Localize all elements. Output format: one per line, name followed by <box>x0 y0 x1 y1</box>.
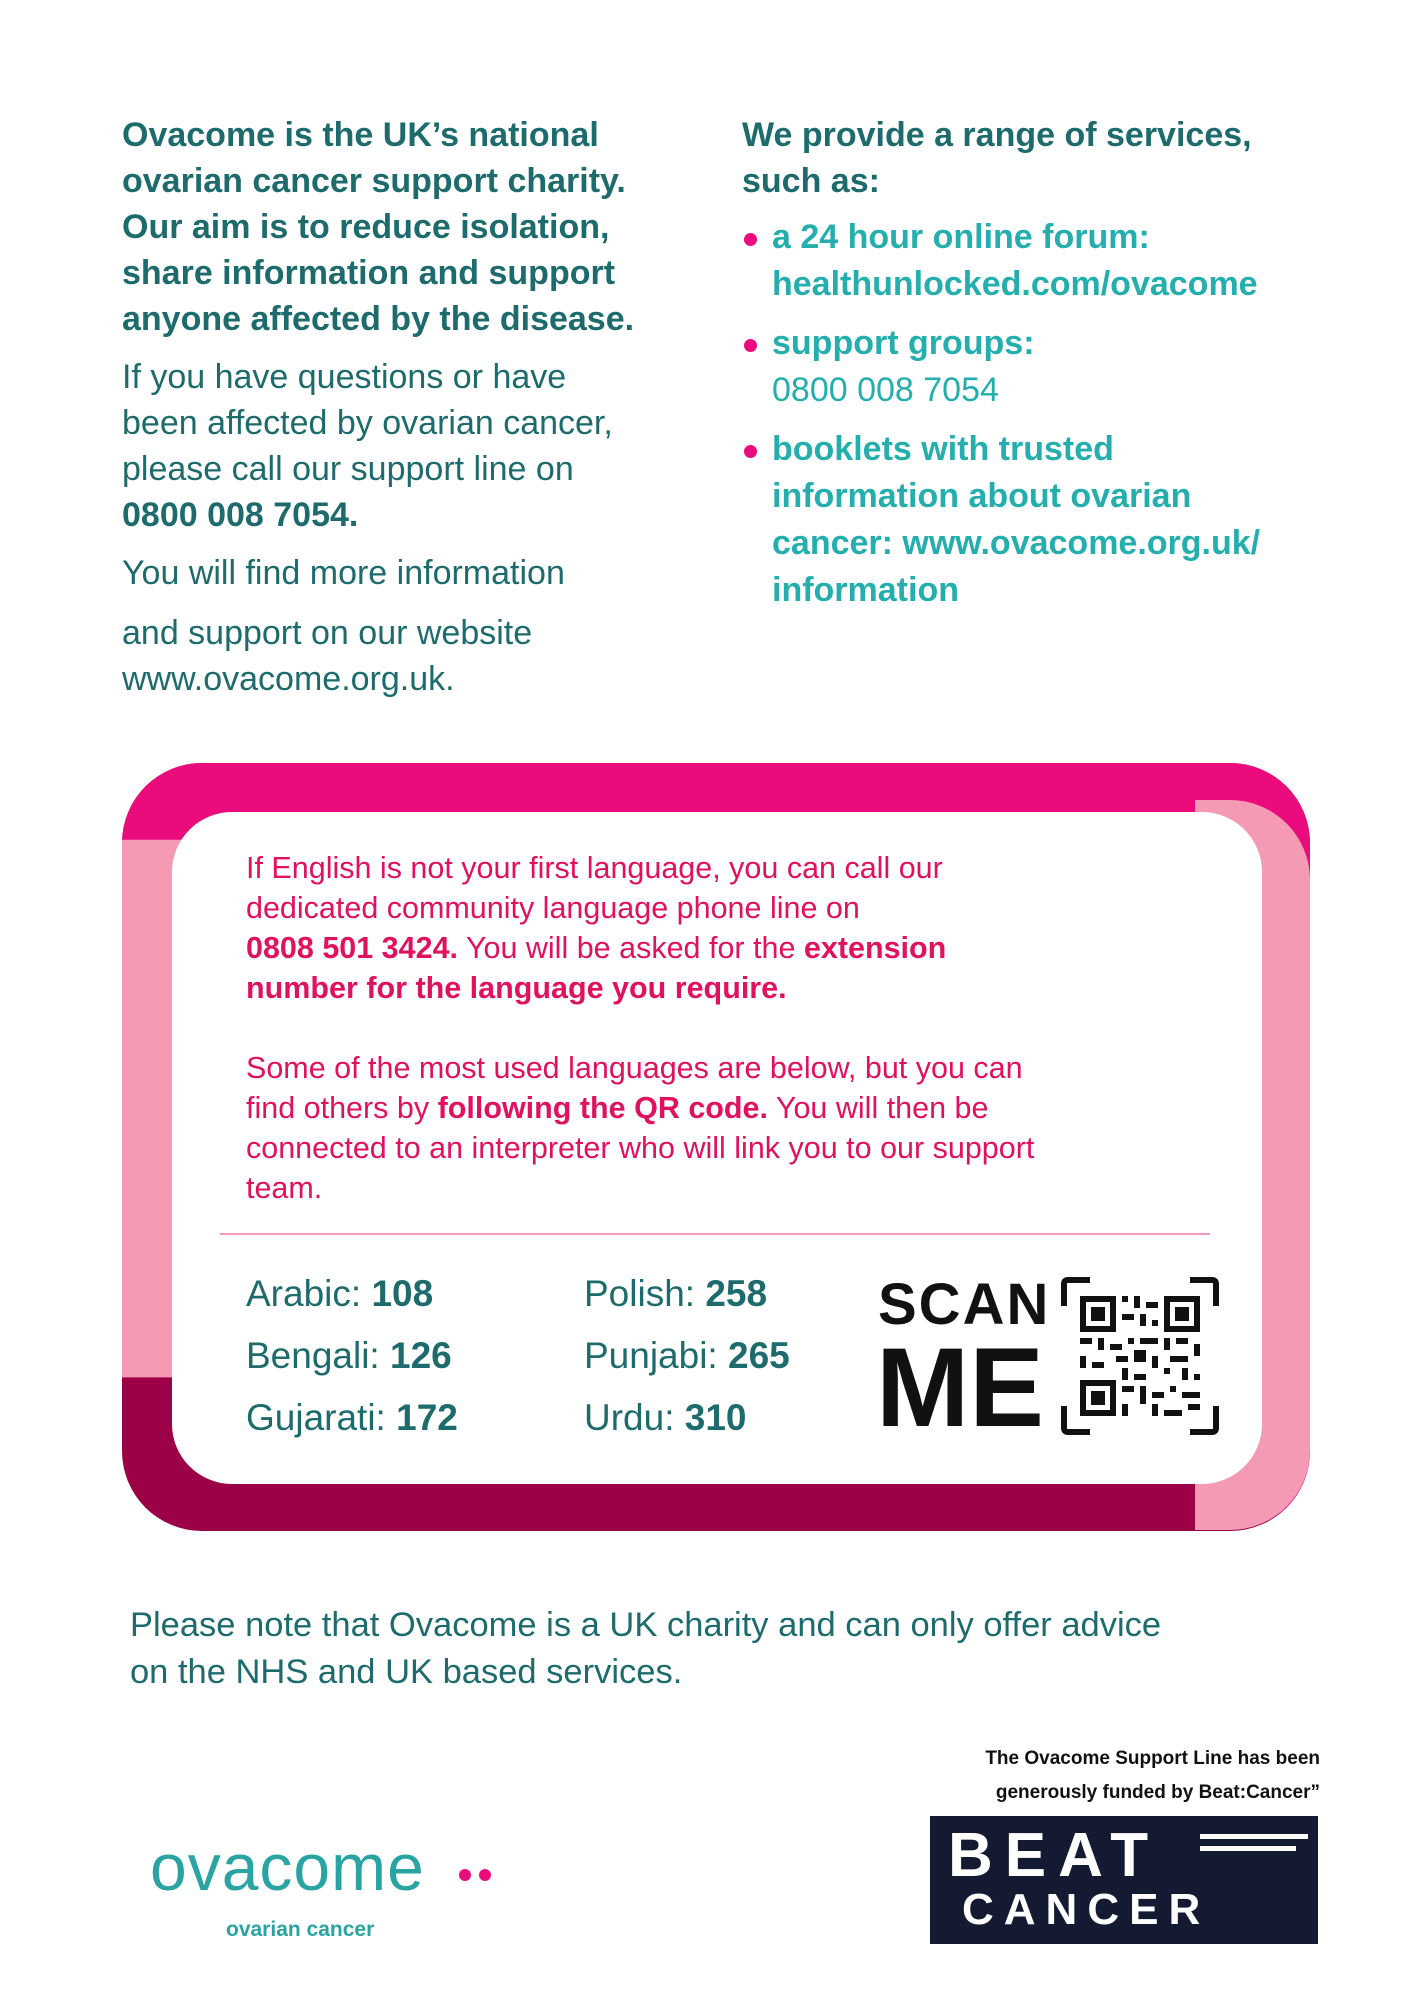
language-code-polish <box>584 1272 767 1316</box>
qr-code-icon[interactable] <box>1060 1276 1220 1436</box>
language-code: 108 <box>371 1273 434 1314</box>
beat-logo-bottom: CANCER <box>962 1885 1211 1934</box>
bullet-dot-icon <box>744 339 757 352</box>
language-text-fragment: You will be asked for the <box>458 931 804 965</box>
language-paragraph-1 <box>246 848 1226 1008</box>
language-name: Polish: <box>584 1273 706 1314</box>
logo-dots-icon <box>458 1868 498 1882</box>
mission-line: ovarian cancer support charity. <box>122 162 626 200</box>
services-heading <box>742 112 1362 204</box>
language-text-fragment: find others by <box>246 1091 438 1125</box>
funding-line: The Ovacome Support Line has been <box>985 1748 1320 1769</box>
me-label: ME <box>876 1325 1044 1450</box>
language-paragraph-2 <box>246 1048 1226 1208</box>
question-line: been affected by ovarian cancer, <box>122 404 613 442</box>
language-name: Gujarati: <box>246 1397 397 1438</box>
funding-credit <box>880 1742 1320 1810</box>
question-line: please call our support line on <box>122 450 574 488</box>
services-heading-line: such as: <box>742 162 880 200</box>
uk-charity-note <box>130 1602 1330 1696</box>
booklets-line: booklets with trusted <box>772 430 1114 468</box>
website-line: You will find more information <box>122 554 565 592</box>
service-item-booklets <box>742 426 1362 614</box>
language-text-bold: extension <box>803 931 947 965</box>
language-info-text <box>246 848 1226 1208</box>
language-code: 258 <box>705 1273 768 1314</box>
language-line-number[interactable]: 0808 501 3424. <box>246 931 459 965</box>
note-line: on the NHS and UK based services. <box>130 1653 683 1691</box>
language-text-bold-line: number for the language you require. <box>246 971 787 1005</box>
language-code: 310 <box>684 1397 747 1438</box>
intro-questions <box>122 354 702 538</box>
services-column <box>742 112 1362 626</box>
intro-mission <box>122 112 702 342</box>
service-forum-label: a 24 hour online forum: <box>772 218 1150 256</box>
ovacome-logo: ovacome <box>150 1830 425 1904</box>
language-text-line: team. <box>246 1171 323 1205</box>
language-text-line: connected to an interpreter who will link you to our support <box>246 1131 1035 1165</box>
language-code-punjabi <box>584 1334 790 1378</box>
language-name: Punjabi: <box>584 1335 728 1376</box>
services-heading-line: We provide a range of services, <box>742 116 1252 154</box>
language-code-urdu <box>584 1396 747 1440</box>
language-code-bengali <box>246 1334 452 1378</box>
beat-logo-bars-icon <box>1200 1834 1310 1864</box>
language-name: Arabic: <box>246 1273 372 1314</box>
language-code: 265 <box>728 1335 790 1376</box>
language-code: 172 <box>396 1397 458 1438</box>
bullet-dot-icon <box>744 233 757 246</box>
note-line: Please note that Ovacome is a UK charity and can only offer advice <box>130 1606 1162 1644</box>
scan-label: SCAN <box>878 1272 1051 1337</box>
question-line: If you have questions or have <box>122 358 567 396</box>
language-code-arabic <box>246 1272 433 1316</box>
service-item-forum <box>742 214 1362 308</box>
language-text-line: Some of the most used languages are below, but you can <box>246 1051 1023 1085</box>
forum-link[interactable]: healthunlocked.com/ovacome <box>772 265 1258 303</box>
funding-line: generously funded by Beat:Cancer” <box>995 1782 1320 1803</box>
service-item-groups <box>742 320 1362 414</box>
mission-line: anyone affected by the disease. <box>122 300 635 338</box>
booklets-link-end[interactable]: information <box>772 571 959 609</box>
beat-logo-top: BEAT <box>948 1821 1161 1890</box>
service-groups-label: support groups: <box>772 324 1035 362</box>
language-text-bold: following the QR code. <box>437 1091 768 1125</box>
language-text-line: If English is not your first language, you can call our <box>246 851 943 885</box>
ovacome-tagline: ovarian cancer <box>226 1918 375 1941</box>
language-text-line: dedicated community language phone line on <box>246 891 860 925</box>
intro-website <box>122 550 702 702</box>
groups-phone-number[interactable]: 0800 008 7054 <box>772 371 999 409</box>
language-text-fragment: You will then be <box>768 1091 989 1125</box>
divider <box>220 1233 1210 1235</box>
mission-line: Ovacome is the UK’s national <box>122 116 599 154</box>
bullet-dot-icon <box>744 445 757 458</box>
language-name: Urdu: <box>584 1397 685 1438</box>
mission-line: Our aim is to reduce isolation, <box>122 208 610 246</box>
website-line: and support on our website <box>122 614 533 652</box>
support-line-number[interactable]: 0800 008 7054. <box>122 496 359 534</box>
booklets-line: information about ovarian <box>772 477 1192 515</box>
language-name: Bengali: <box>246 1335 390 1376</box>
language-code: 126 <box>390 1335 452 1376</box>
booklets-link[interactable]: cancer: www.ovacome.org.uk/ <box>772 524 1261 562</box>
mission-line: share information and support <box>122 254 616 292</box>
language-code-gujarati <box>246 1396 458 1440</box>
website-link[interactable]: www.ovacome.org.uk. <box>122 660 455 698</box>
intro-column <box>122 112 702 702</box>
